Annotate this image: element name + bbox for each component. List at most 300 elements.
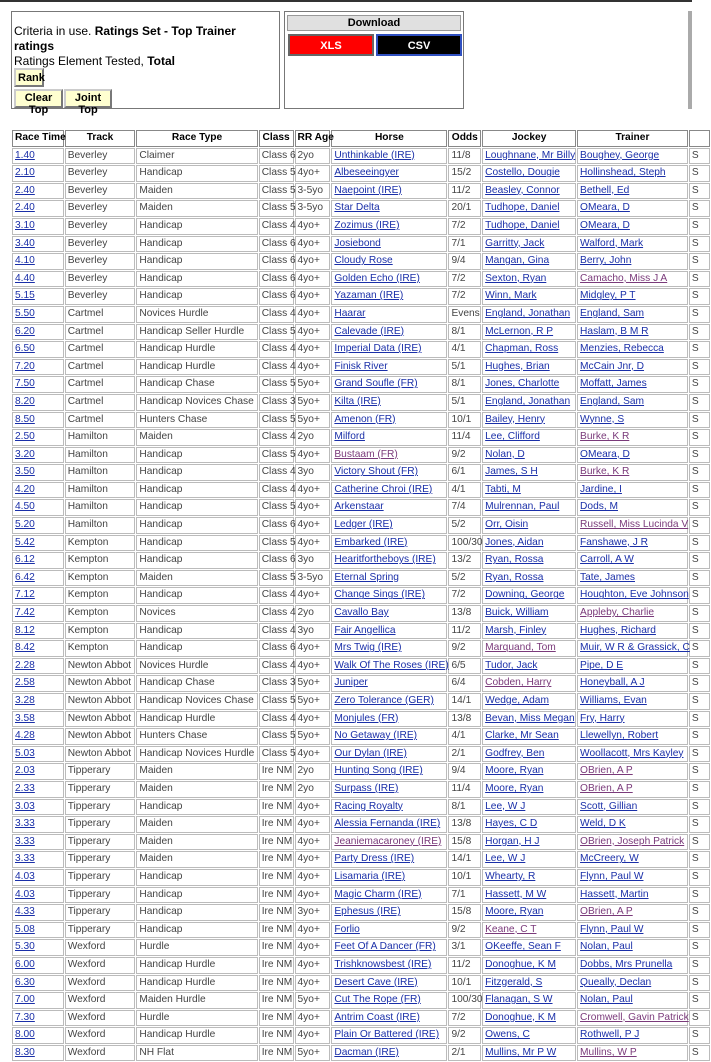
race-time-link[interactable]: 1.40 [15,149,35,161]
jockey-link[interactable]: Donoghue, K M [485,1011,556,1023]
cell-horse [331,183,447,200]
cell-extra: S [689,552,710,569]
trainer-link[interactable]: Midgley, P T [580,290,636,302]
cell-jockey [482,975,576,992]
race-time-link[interactable]: 3.03 [15,800,35,812]
horse-link[interactable]: Zozimus (IRE) [334,219,400,231]
cell-odds: 3/1 [448,939,481,956]
race-time-link[interactable]: 7.20 [15,360,35,372]
race-time-link[interactable]: 3.33 [15,818,35,830]
jockey-link[interactable]: Jones, Charlotte [485,378,560,390]
race-time-link[interactable]: 5.20 [15,519,35,531]
cell-race-time [12,535,64,552]
cell-race-time [12,711,64,728]
cell-race-time [12,341,64,358]
jockey-link[interactable]: England, Jonathan [485,307,571,319]
jockey-link[interactable]: Mulrennan, Paul [485,501,560,513]
trainer-link[interactable]: OMeara, D [580,219,630,231]
race-time-link[interactable]: 4.20 [15,483,35,495]
horse-link[interactable]: Racing Royalty [334,800,403,812]
cell-extra: S [689,253,710,270]
horse-link[interactable]: Surpass (IRE) [334,782,399,794]
table-row [12,957,710,974]
trainer-link[interactable]: Llewellyn, Robert [580,730,659,742]
trainer-link[interactable]: Fanshawe, J R [580,536,648,548]
trainer-link[interactable]: Dods, M [580,501,618,513]
jockey-link[interactable]: Lee, Clifford [485,431,540,443]
horse-link[interactable]: Walk Of The Roses (IRE) [334,659,449,671]
trainer-link[interactable]: Scott, Gillian [580,800,638,812]
cell-track: Cartmel [65,394,136,411]
table-row [12,992,710,1009]
trainer-link[interactable]: McCain Jnr, D [580,360,645,372]
horse-link[interactable]: Bustaam (FR) [334,448,398,460]
race-time-link[interactable]: 8.50 [15,413,35,425]
cell-odds: 10/1 [448,975,481,992]
jockey-link[interactable]: Moore, Ryan [485,782,544,794]
race-time-link[interactable]: 4.33 [15,906,35,918]
jockey-link[interactable]: Costello, Dougie [485,167,560,179]
race-time-link[interactable]: 4.50 [15,501,35,513]
cell-extra: S [689,1027,710,1044]
race-time-link[interactable]: 4.03 [15,870,35,882]
horse-link[interactable]: Ephesus (IRE) [334,906,401,918]
cell-extra: S [689,148,710,165]
cell-class: Class 5 [259,570,294,587]
trainer-link[interactable]: OMeara, D [580,448,630,460]
trainer-link[interactable]: Honeyball, A J [580,677,645,689]
cell-odds: 11/2 [448,183,481,200]
cell-trainer [577,306,688,323]
cell-rr-age: 4yo+ [295,851,331,868]
trainer-link[interactable]: Carroll, A W [580,554,634,566]
race-time-link[interactable]: 3.50 [15,466,35,478]
cell-race-type: Handicap [136,499,257,516]
trainer-link[interactable]: OBrien, A P [580,782,633,794]
cell-horse [331,799,447,816]
jockey-link[interactable]: Bevan, Miss Megan [485,712,575,724]
horse-link[interactable]: Mrs Twig (IRE) [334,642,402,654]
jockey-link[interactable]: Hayes, C D [485,818,538,830]
cell-horse [331,851,447,868]
jockey-link[interactable]: England, Jonathan [485,395,571,407]
horse-link[interactable]: Zero Tolerance (GER) [334,695,434,706]
jockey-link[interactable]: Keane, C T [485,923,537,935]
trainer-link[interactable]: Russell, Miss Lucinda V [580,519,689,531]
jockey-link[interactable]: Tudhope, Daniel [485,219,560,231]
jockey-link[interactable]: Moore, Ryan [485,906,544,918]
trainer-link[interactable]: Rothwell, P J [580,1029,640,1041]
trainer-link[interactable]: Muir, W R & Grassick, C [580,642,690,654]
jockey-link[interactable]: Bailey, Henry [485,413,545,425]
trainer-link[interactable]: Bethell, Ed [580,184,630,196]
jockey-link[interactable]: Jones, Aidan [485,536,544,548]
cell-horse [331,1045,447,1062]
jockey-link[interactable]: Donoghue, K M [485,958,556,970]
jockey-link[interactable]: Tabti, M [485,483,521,495]
jockey-link[interactable]: Whearty, R [485,870,536,882]
horse-link[interactable]: Fair Angellica [334,624,396,636]
trainer-link[interactable]: Mullins, W P [580,1046,637,1058]
race-time-link[interactable]: 3.20 [15,448,35,460]
horse-link[interactable]: Cavallo Bay [334,607,389,619]
jockey-link[interactable]: OKeeffe, Sean F [485,941,561,953]
horse-link[interactable]: Dacman (IRE) [334,1046,399,1058]
horse-link[interactable]: Cut The Rope (FR) [334,994,421,1006]
cell-jockey [482,763,576,780]
horse-link[interactable]: Jeaniemacaroney (IRE) [334,835,442,847]
cell-race-time [12,1010,64,1027]
race-time-link[interactable]: 6.42 [15,571,35,583]
trainer-link[interactable]: Weld, D K [580,818,626,830]
race-time-link[interactable]: 2.03 [15,765,35,777]
jockey-link[interactable]: Hassett, M W [485,888,547,900]
cell-race-time [12,200,64,217]
trainer-link[interactable]: Moffatt, James [580,378,647,390]
horse-link[interactable]: Josiebond [334,237,381,249]
table-row [12,394,710,411]
cell-odds: 20/1 [448,200,481,217]
cell-extra: S [689,939,710,956]
horse-link[interactable]: Cloudy Rose [334,255,393,267]
trainer-link[interactable]: Berry, John [580,255,632,267]
trainer-link[interactable]: Menzies, Rebecca [580,343,664,355]
cell-trainer [577,975,688,992]
cell-extra: S [689,341,710,358]
cell-odds: 7/2 [448,271,481,288]
cell-extra: S [689,464,710,481]
jockey-link[interactable]: Horgan, H J [485,835,540,847]
trainer-link[interactable]: Hollinshead, Steph [580,167,666,179]
horse-link[interactable]: Eternal Spring [334,571,399,583]
cell-race-time [12,975,64,992]
jockey-link[interactable]: Cobden, Harry [485,677,552,689]
cell-track: Kempton [65,587,136,604]
jockey-link[interactable]: McLernon, R P [485,325,554,337]
cell-trainer [577,499,688,516]
horse-link[interactable]: Desert Cave (IRE) [334,976,418,988]
race-time-link[interactable]: 5.15 [15,290,35,302]
cell-track: Newton Abbot [65,658,136,675]
trainer-link[interactable]: Cromwell, Gavin Patrick [580,1011,689,1023]
cell-extra: S [689,359,710,376]
race-time-link[interactable]: 3.40 [15,237,35,249]
trainer-link[interactable]: Nolan, Paul [580,994,633,1006]
cell-race-type: Novices Hurdle [136,306,257,323]
cell-horse [331,975,447,992]
cell-horse [331,781,447,798]
race-time-link[interactable]: 2.40 [15,184,35,196]
trainer-link[interactable]: Burke, K R [580,466,630,478]
race-time-link[interactable]: 6.30 [15,976,35,988]
cell-class: Class 6 [259,640,294,657]
horse-link[interactable]: Plain Or Battered (IRE) [334,1029,440,1041]
race-time-link[interactable]: 4.40 [15,272,35,284]
trainer-link[interactable]: Flynn, Paul W [580,870,644,882]
header-class: Class [259,130,294,147]
horse-link[interactable]: Our Dylan (IRE) [334,747,407,759]
race-time-link[interactable]: 6.00 [15,958,35,970]
jockey-link[interactable]: Buick, William [485,607,549,619]
race-time-link[interactable]: 2.28 [15,659,35,671]
trainer-link[interactable]: Williams, Evan [580,695,647,706]
cell-rr-age: 3yo [295,552,331,569]
race-time-link[interactable]: 6.20 [15,325,35,337]
cell-extra: S [689,957,710,974]
cell-odds: 13/8 [448,711,481,728]
jockey-link[interactable]: Hughes, Brian [485,360,550,372]
race-time-link[interactable]: 8.30 [15,1046,35,1058]
trainer-link[interactable]: Wynne, S [580,413,625,425]
race-time-link[interactable]: 2.33 [15,782,35,794]
cell-horse [331,482,447,499]
race-time-link[interactable]: 2.10 [15,167,35,179]
horse-link[interactable]: Antrim Coast (IRE) [334,1011,420,1023]
horse-link[interactable]: Lisamaria (IRE) [334,870,406,882]
cell-jockey [482,552,576,569]
cell-class: Class 3 [259,675,294,692]
jockey-link[interactable]: Chapman, Ross [485,343,559,355]
cell-rr-age: 4yo+ [295,271,331,288]
race-time-link[interactable]: 7.30 [15,1011,35,1023]
joint-top-button[interactable]: Joint Top [64,89,112,108]
cell-track: Tipperary [65,763,136,780]
jockey-link[interactable]: Mangan, Gina [485,255,550,267]
trainer-link[interactable]: Tate, James [580,571,635,583]
jockey-link[interactable]: Owens, C [485,1029,530,1041]
table-row [12,869,710,886]
jockey-link[interactable]: Tudhope, Daniel [485,202,560,214]
horse-link[interactable]: Ledger (IRE) [334,519,393,531]
jockey-link[interactable]: Garritty, Jack [485,237,545,249]
trainer-link[interactable]: OBrien, Joseph Patrick [580,835,685,847]
jockey-link[interactable]: Lee, W J [485,800,526,812]
cell-race-time [12,394,64,411]
race-time-link[interactable]: 2.40 [15,202,35,214]
jockey-link[interactable]: Downing, George [485,589,565,601]
race-time-link[interactable]: 8.20 [15,395,35,407]
race-time-link[interactable]: 3.33 [15,835,35,847]
trainer-link[interactable]: Hughes, Richard [580,624,656,636]
horse-link[interactable]: Kilta (IRE) [334,395,381,407]
cell-class: Class 6 [259,148,294,165]
cell-trainer [577,587,688,604]
horse-link[interactable]: Forlio [334,923,360,935]
cell-race-type: Novices [136,605,257,622]
horse-link[interactable]: Catherine Chroi (IRE) [334,483,433,495]
horse-link[interactable]: No Getaway (IRE) [334,730,418,742]
cell-odds: 4/1 [448,728,481,745]
race-time-link[interactable]: 8.00 [15,1029,35,1041]
horse-link[interactable]: Yazaman (IRE) [334,290,404,302]
cell-trainer [577,957,688,974]
horse-link[interactable]: Finisk River [334,360,388,372]
jockey-link[interactable]: Wedge, Adam [485,695,549,706]
trainer-link[interactable]: McCreery, W [580,853,639,865]
race-time-link[interactable]: 3.10 [15,219,35,231]
csv-download-button[interactable]: CSV [376,34,462,56]
jockey-link[interactable]: Beasley, Connor [485,184,560,196]
cell-trainer [577,640,688,657]
race-time-link[interactable]: 8.42 [15,642,35,654]
horse-link[interactable]: Magic Charm (IRE) [334,888,422,900]
race-time-link[interactable]: 3.58 [15,712,35,724]
trainer-link[interactable]: Pipe, D E [580,659,624,671]
table-row [12,781,710,798]
horse-link[interactable]: Feet Of A Dancer (FR) [334,941,436,953]
trainer-link[interactable]: Nolan, Paul [580,941,633,953]
race-time-link[interactable]: 3.28 [15,695,35,706]
cell-extra: S [689,781,710,798]
race-time-link[interactable]: 5.50 [15,307,35,319]
race-time-link[interactable]: 3.33 [15,853,35,865]
horse-link[interactable]: Imperial Data (IRE) [334,343,422,355]
horse-link[interactable]: Embarked (IRE) [334,536,408,548]
header-race-type: Race Type [136,130,257,147]
cell-rr-age: 4yo+ [295,236,331,253]
jockey-link[interactable]: Loughnane, Mr Billy [485,149,576,161]
cell-class: Class 4 [259,711,294,728]
horse-link[interactable]: Unthinkable (IRE) [334,149,415,161]
trainer-link[interactable]: OBrien, A P [580,765,633,777]
cell-extra: S [689,693,710,710]
horse-link[interactable]: Monjules (FR) [334,712,399,724]
cell-extra: S [689,271,710,288]
cell-track: Kempton [65,605,136,622]
race-time-link[interactable]: 5.03 [15,747,35,759]
jockey-link[interactable]: Winn, Mark [485,290,537,302]
table-row [12,447,710,464]
cell-trainer [577,922,688,939]
jockey-link[interactable]: Ryan, Rossa [485,554,544,566]
horse-link[interactable]: Party Dress (IRE) [334,853,415,865]
horse-link[interactable]: Arkenstaar [334,501,384,513]
jockey-link[interactable]: Nolan, D [485,448,525,460]
trainer-link[interactable]: Haslam, B M R [580,325,649,337]
jockey-link[interactable]: Lee, W J [485,853,526,865]
trainer-link[interactable]: Jardine, I [580,483,622,495]
trainer-link[interactable]: Houghton, Eve Johnson [580,589,689,601]
horse-link[interactable]: Albeseeingyer [334,167,399,179]
jockey-link[interactable]: Fitzgerald, S [485,976,543,988]
horse-link[interactable]: Milford [334,431,365,443]
rank-button[interactable]: Rank [14,68,44,87]
horse-link[interactable]: Alessia Fernanda (IRE) [334,818,441,830]
trainer-link[interactable]: Camacho, Miss J A [580,272,668,284]
race-time-link[interactable]: 4.28 [15,730,35,742]
horse-link[interactable]: Star Delta [334,202,380,214]
race-time-link[interactable]: 7.12 [15,589,35,601]
cell-horse [331,165,447,182]
race-time-link[interactable]: 6.50 [15,343,35,355]
jockey-link[interactable]: James, S H [485,466,538,478]
cell-rr-age: 4yo+ [295,165,331,182]
table-row [12,359,710,376]
horse-link[interactable]: Hunting Song (IRE) [334,765,423,777]
trainer-link[interactable]: Flynn, Paul W [580,923,644,935]
cell-odds: 7/2 [448,218,481,235]
clear-top-button[interactable]: Clear Top [14,89,63,108]
horse-link[interactable]: Trishknowsbest (IRE) [334,958,432,970]
trainer-link[interactable]: Queally, Declan [580,976,652,988]
race-time-link[interactable]: 4.03 [15,888,35,900]
race-time-link[interactable]: 5.42 [15,536,35,548]
trainer-link[interactable]: Hassett, Martin [580,888,649,900]
race-time-link[interactable]: 7.00 [15,994,35,1006]
cell-trainer [577,376,688,393]
race-time-link[interactable]: 7.42 [15,607,35,619]
cell-class: Class 6 [259,236,294,253]
jockey-link[interactable]: Godfrey, Ben [485,747,545,759]
race-time-link[interactable]: 2.50 [15,431,35,443]
horse-link[interactable]: Hearitfortheboys (IRE) [334,554,436,566]
trainer-link[interactable]: England, Sam [580,395,645,407]
xls-download-button[interactable]: XLS [288,34,374,56]
jockey-link[interactable]: Ryan, Rossa [485,571,544,583]
cell-track: Tipperary [65,887,136,904]
cell-odds: 10/1 [448,412,481,429]
horse-link[interactable]: Naepoint (IRE) [334,184,402,196]
race-time-link[interactable]: 6.12 [15,554,35,566]
cell-odds: 7/2 [448,587,481,604]
race-time-link[interactable]: 8.12 [15,624,35,636]
trainer-link[interactable]: Walford, Mark [580,237,644,249]
horse-link[interactable]: Juniper [334,677,368,689]
cell-class: Class 4 [259,218,294,235]
trainer-link[interactable]: Dobbs, Mrs Prunella [580,958,673,970]
jockey-link[interactable]: Tudor, Jack [485,659,538,671]
race-time-link[interactable]: 2.58 [15,677,35,689]
trainer-link[interactable]: Appleby, Charlie [580,607,655,619]
jockey-link[interactable]: Marsh, Finley [485,624,547,636]
cell-jockey [482,939,576,956]
trainer-link[interactable]: OMeara, D [580,202,630,214]
trainer-link[interactable]: England, Sam [580,307,645,319]
race-time-link[interactable]: 4.10 [15,255,35,267]
horse-link[interactable]: Amenon (FR) [334,413,396,425]
jockey-link[interactable]: Orr, Oisin [485,519,529,531]
cell-rr-age: 3-5yo [295,200,331,217]
horse-link[interactable]: Grand Soufle (FR) [334,378,418,390]
jockey-link[interactable]: Clarke, Mr Sean [485,730,559,742]
race-time-link[interactable]: 5.08 [15,923,35,935]
trainer-link[interactable]: Woollacott, Mrs Kayley [580,747,684,759]
horse-link[interactable]: Haarar [334,307,366,319]
cell-race-type: Hurdle [136,939,257,956]
results-table-container [11,129,699,1058]
cell-extra: S [689,763,710,780]
cell-jockey [482,605,576,622]
cell-jockey [482,887,576,904]
race-time-link[interactable]: 7.50 [15,378,35,390]
jockey-link[interactable]: Flanagan, S W [485,994,553,1006]
trainer-link[interactable]: OBrien, A P [580,906,633,918]
horse-link[interactable]: Change Sings (IRE) [334,589,425,601]
cell-class: Class 5 [259,183,294,200]
jockey-link[interactable]: Sexton, Ryan [485,272,547,284]
cell-trainer [577,834,688,851]
trainer-link[interactable]: Burke, K R [580,431,630,443]
horse-link[interactable]: Golden Echo (IRE) [334,272,420,284]
race-time-link[interactable]: 5.30 [15,941,35,953]
horse-link[interactable]: Victory Shout (FR) [334,466,418,478]
jockey-link[interactable]: Mullins, Mr P W [485,1046,557,1058]
jockey-link[interactable]: Marquand, Tom [485,642,556,654]
horse-link[interactable]: Calevade (IRE) [334,325,405,337]
trainer-link[interactable]: Boughey, George [580,149,660,161]
trainer-link[interactable]: Fry, Harry [580,712,625,724]
jockey-link[interactable]: Moore, Ryan [485,765,544,777]
